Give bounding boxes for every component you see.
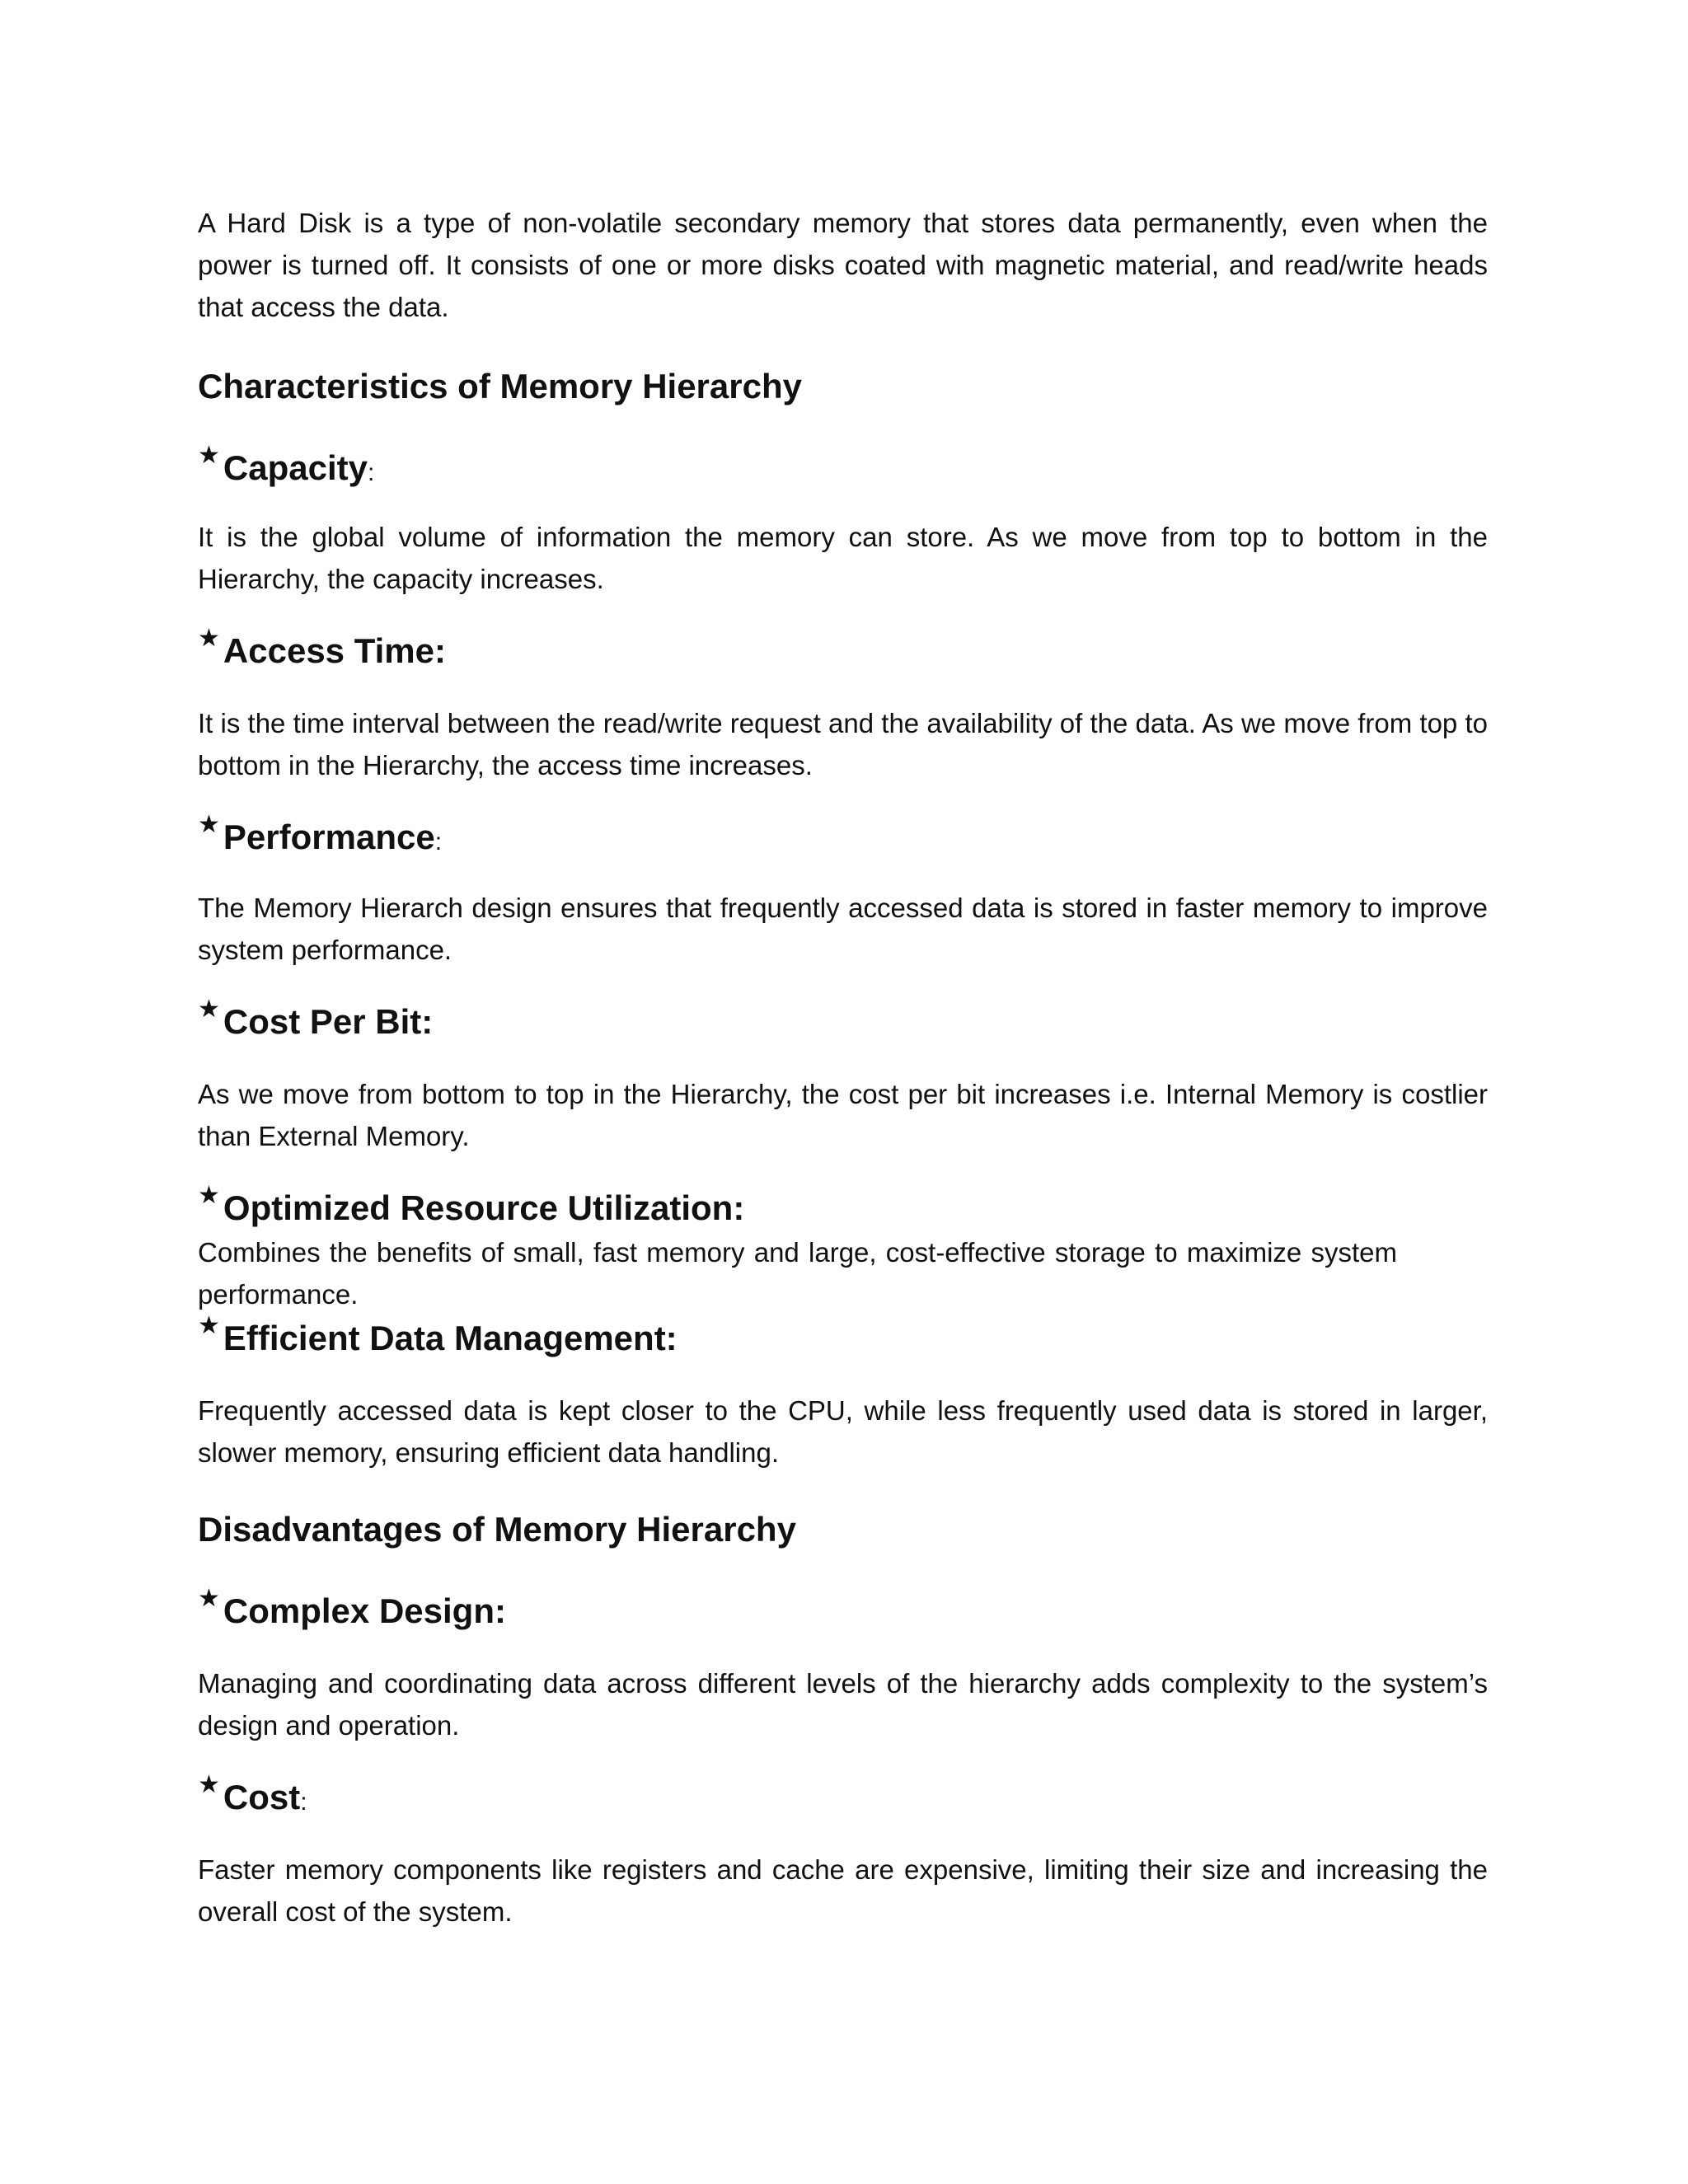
star-icon: ★: [198, 1312, 220, 1339]
item-text-efficient-data-management: Frequently accessed data is kept closer to the CPU, while less frequently used data is stored in larger, slower memory, ensuring efficient data handling.: [198, 1395, 1488, 1468]
item-heading-label: Optimized Resource Utilization:: [223, 1188, 745, 1227]
item-heading-label: Cost: [223, 1778, 301, 1816]
document-page: [198, 202, 1488, 1933]
item-heading-optimized-resource-utilization: [198, 1182, 1488, 1231]
item-text-capacity: It is the global volume of information the memory can store. As we move from top to bottom in the Hierarchy, the capacity increases.: [198, 522, 1488, 594]
item-text-performance: The Memory Hierarch design ensures that frequently accessed data is stored in faster memory to improve system performance.: [198, 893, 1488, 965]
star-icon: ★: [198, 625, 220, 652]
item-heading-label: Complex Design:: [223, 1591, 506, 1630]
item-heading-label: Efficient Data Management:: [223, 1319, 678, 1357]
characteristics-title: Characteristics of Memory Hierarchy: [198, 367, 802, 405]
item-heading-access-time: [198, 625, 1488, 674]
item-heading-capacity: [198, 442, 1488, 491]
intro-paragraph: A Hard Disk is a type of non-volatile secondary memory that stores data permanently, even when the power is turned off. It consists of one or more disks coated with magnetic material, and read/write heads that access the data.: [198, 208, 1488, 322]
item-heading-label: Cost Per Bit:: [223, 1002, 434, 1041]
item-heading-label: Capacity: [223, 448, 368, 487]
item-heading-complex-design: [198, 1585, 1488, 1634]
item-heading-colon: :: [434, 828, 443, 855]
star-icon: ★: [198, 996, 220, 1023]
item-heading-cost-per-bit: [198, 996, 1488, 1045]
star-icon: ★: [198, 1182, 220, 1209]
star-icon: ★: [198, 811, 220, 838]
item-heading-label: Access Time:: [223, 631, 446, 670]
star-icon: ★: [198, 1585, 220, 1612]
item-text-cost-per-bit: As we move from bottom to top in the Hierarchy, the cost per bit increases i.e. Internal Memory is costlier than External Memory.: [198, 1079, 1488, 1151]
star-icon: ★: [198, 1771, 220, 1798]
item-heading-label: Performance: [223, 818, 435, 856]
disadvantages-title: Disadvantages of Memory Hierarchy: [198, 1510, 796, 1549]
item-heading-performance: [198, 811, 1488, 860]
item-text-access-time: It is the time interval between the read/write request and the availability of the data. As we move from top to bottom in the Hierarchy, the access time increases.: [198, 708, 1488, 780]
item-text-cost: Faster memory components like registers and cache are expensive, limiting their size and increasing the overall cost of the system.: [198, 1854, 1488, 1927]
item-text-complex-design: Managing and coordinating data across different levels of the hierarchy adds complexity to the system’s design and operation.: [198, 1668, 1488, 1741]
item-text-optimized-resource-utilization: Combines the benefits of small, fast memory and large, cost-effective storage to maximize system performance.: [198, 1237, 1397, 1310]
item-heading-cost: [198, 1771, 1488, 1821]
item-heading-efficient-data-management: [198, 1312, 1488, 1361]
star-icon: ★: [198, 442, 220, 469]
item-heading-colon: :: [300, 1788, 307, 1816]
item-heading-colon: :: [367, 459, 375, 486]
